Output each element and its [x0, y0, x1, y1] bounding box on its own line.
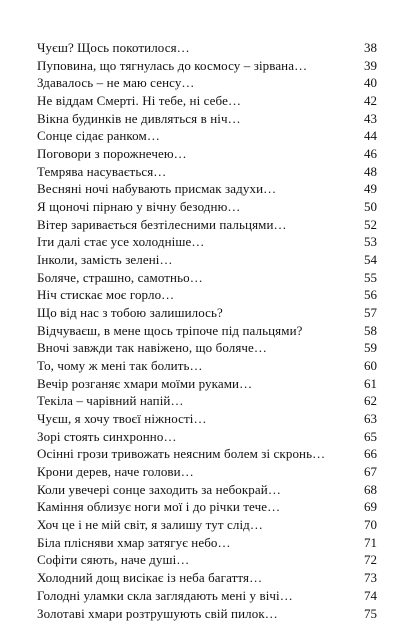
toc-entry	[0, 233, 416, 251]
toc-entry	[0, 180, 416, 198]
toc-entry	[0, 428, 416, 446]
toc-entry	[0, 322, 416, 340]
toc-entry-page-number: 69	[364, 498, 377, 516]
toc-entry-page-number: 38	[364, 39, 377, 57]
toc-entry-title: Чуєш? Щось покотилося…	[37, 39, 190, 57]
toc-entry-page-number: 54	[364, 251, 377, 269]
toc-entry-page-number: 73	[364, 569, 377, 587]
toc-entry-page-number: 75	[364, 605, 377, 622]
toc-entry-title: Боляче, страшно, самотньо…	[37, 269, 203, 287]
toc-entry	[0, 605, 416, 622]
toc-entry-title: Крони дерев, наче голови…	[37, 463, 194, 481]
toc-entry	[0, 551, 416, 569]
toc-entry-title: Ніч стискає моє горло…	[37, 286, 174, 304]
table-of-contents	[0, 39, 416, 622]
toc-entry-title: Вікна будинків не дивляться в ніч…	[37, 110, 241, 128]
toc-entry	[0, 498, 416, 516]
toc-entry-title: Вечір розганяє хмари моїми руками…	[37, 375, 252, 393]
toc-entry	[0, 534, 416, 552]
toc-entry	[0, 304, 416, 322]
toc-entry-page-number: 70	[364, 516, 377, 534]
toc-entry	[0, 286, 416, 304]
toc-entry	[0, 110, 416, 128]
toc-entry-title: Холодний дощ висікає із неба багаття…	[37, 569, 262, 587]
toc-entry	[0, 216, 416, 234]
toc-entry-title: Поговори з порожнечею…	[37, 145, 187, 163]
toc-entry-page-number: 42	[364, 92, 377, 110]
toc-entry-title: Каміння облизує ноги мої і до річки тече…	[37, 498, 280, 516]
toc-entry	[0, 516, 416, 534]
toc-entry-page-number: 59	[364, 339, 377, 357]
toc-entry-title: Голодні уламки скла заглядають мені у вічі…	[37, 587, 293, 605]
toc-entry-page-number: 39	[364, 57, 377, 75]
toc-entry-title: То, чому ж мені так болить…	[37, 357, 203, 375]
toc-entry	[0, 251, 416, 269]
toc-entry-page-number: 62	[364, 392, 377, 410]
toc-entry	[0, 127, 416, 145]
toc-entry	[0, 587, 416, 605]
toc-entry-title: Осінні грози тривожать неясним болем зі скронь…	[37, 445, 325, 463]
toc-entry-title: Пуповина, що тягнулась до космосу – зірвана…	[37, 57, 307, 75]
toc-entry	[0, 339, 416, 357]
toc-entry	[0, 392, 416, 410]
toc-entry-title: Весняні ночі набувають присмак задухи…	[37, 180, 276, 198]
toc-entry	[0, 92, 416, 110]
toc-entry-page-number: 57	[364, 304, 377, 322]
toc-entry-page-number: 55	[364, 269, 377, 287]
toc-entry	[0, 445, 416, 463]
toc-entry-page-number: 53	[364, 233, 377, 251]
toc-entry-page-number: 46	[364, 145, 377, 163]
toc-entry	[0, 410, 416, 428]
toc-entry-page-number: 58	[364, 322, 377, 340]
toc-entry-title: Чуєш, я хочу твоєї ніжності…	[37, 410, 207, 428]
toc-entry-page-number: 74	[364, 587, 377, 605]
toc-entry-page-number: 49	[364, 180, 377, 198]
toc-entry-title: Темрява насувається…	[37, 163, 166, 181]
toc-entry-title: Вітер заривається безтілесними пальцями…	[37, 216, 287, 234]
toc-entry-title: Що від нас з тобою залишилось?	[37, 304, 223, 322]
toc-entry-title: Інколи, замість зелені…	[37, 251, 173, 269]
toc-entry-title: Я щоночі пірнаю у вічну безодню…	[37, 198, 241, 216]
toc-entry	[0, 481, 416, 499]
toc-entry-page-number: 60	[364, 357, 377, 375]
toc-entry	[0, 39, 416, 57]
toc-entry-title: Не віддам Смерті. Ні тебе, ні себе…	[37, 92, 241, 110]
toc-entry-page-number: 66	[364, 445, 377, 463]
toc-entry-title: Біла плісняви хмар затягує небо…	[37, 534, 231, 552]
toc-entry	[0, 357, 416, 375]
toc-entry-page-number: 65	[364, 428, 377, 446]
toc-entry-title: Текіла – чарівний напій…	[37, 392, 184, 410]
toc-entry	[0, 163, 416, 181]
toc-entry	[0, 569, 416, 587]
toc-entry-page-number: 48	[364, 163, 377, 181]
toc-entry-title: Золотаві хмари розтрушують свій пилок…	[37, 605, 278, 622]
toc-entry-title: Відчуваєш, в мене щось тріпоче під пальцями?	[37, 322, 303, 340]
toc-entry-title: Коли увечері сонце заходить за небокрай…	[37, 481, 281, 499]
toc-entry-title: Хоч це і не мій світ, я залишу тут слід…	[37, 516, 263, 534]
toc-entry-page-number: 56	[364, 286, 377, 304]
toc-entry-title: Сонце сідає ранком…	[37, 127, 160, 145]
toc-entry-page-number: 67	[364, 463, 377, 481]
toc-entry-title: Зорі стоять синхронно…	[37, 428, 177, 446]
toc-entry-page-number: 68	[364, 481, 377, 499]
toc-entry-page-number: 40	[364, 74, 377, 92]
toc-entry-page-number: 44	[364, 127, 377, 145]
toc-entry	[0, 198, 416, 216]
toc-entry-title: Іти далі стає усе холодніше…	[37, 233, 204, 251]
toc-entry	[0, 463, 416, 481]
toc-entry	[0, 57, 416, 75]
toc-entry	[0, 145, 416, 163]
toc-entry-page-number: 50	[364, 198, 377, 216]
toc-entry	[0, 375, 416, 393]
toc-entry-page-number: 72	[364, 551, 377, 569]
toc-entry	[0, 74, 416, 92]
toc-entry-page-number: 71	[364, 534, 377, 552]
toc-entry-page-number: 61	[364, 375, 377, 393]
toc-entry-page-number: 63	[364, 410, 377, 428]
toc-entry-title: Вночі завжди так навіжено, що боляче…	[37, 339, 267, 357]
toc-entry-page-number: 43	[364, 110, 377, 128]
toc-entry-title: Софіти сяють, наче душі…	[37, 551, 189, 569]
toc-entry-title: Здавалось – не маю сенсу…	[37, 74, 195, 92]
toc-entry-page-number: 52	[364, 216, 377, 234]
toc-entry	[0, 269, 416, 287]
